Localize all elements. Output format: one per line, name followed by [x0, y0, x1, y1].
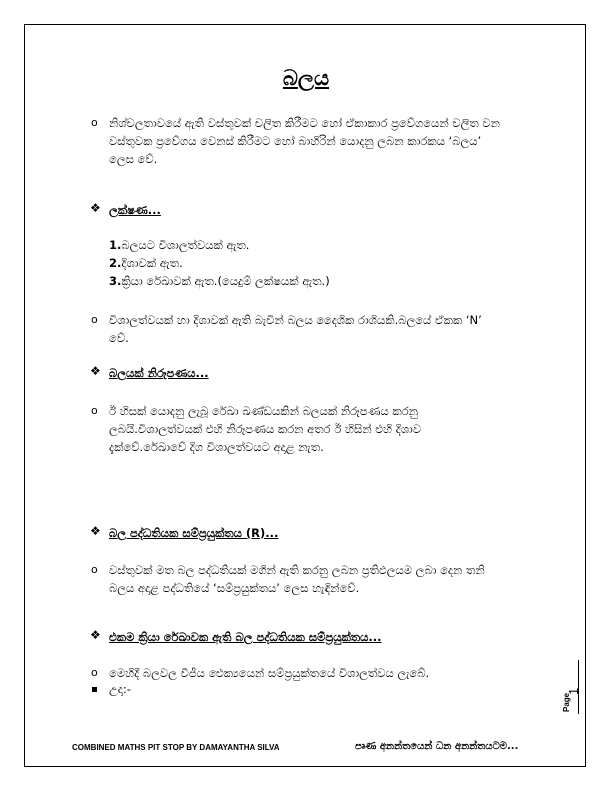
characteristics-heading: ලක්ෂණ...	[109, 203, 161, 217]
example-label: උදා:-	[109, 682, 131, 696]
list-item: 2.දිශාවක් ඇත.	[109, 256, 183, 270]
page-number: 1	[566, 687, 581, 695]
hollow-bullet-icon: o	[91, 666, 98, 679]
resultant-line: වස්තුවක් මත බල පද්ධතියක් මගින් ඇති කරනු ලබන ප්‍රතිඵලයම ලබා දෙන තනි	[109, 563, 485, 577]
list-item: 1.බලයට විශාලත්වයක් ඇත.	[109, 238, 250, 252]
footer-author: COMBINED MATHS PIT STOP BY DAMAYANTHA SILVA	[72, 743, 280, 752]
diamond-bullet-icon: ❖	[90, 364, 101, 378]
characteristics-list	[109, 236, 330, 290]
hollow-bullet-icon: o	[91, 313, 98, 326]
representation-heading: බලයක් නිරූපණය...	[109, 366, 209, 380]
resultant-heading: බල පද්ධතියක සම්ප්‍රයුක්තය (R)...	[109, 526, 279, 540]
representation-line: දැක්වේ.රේඛාවේ දිග විශාලත්වයට අදාළ නැත.	[109, 440, 324, 454]
vector-line: වේ.	[109, 331, 129, 345]
diamond-bullet-icon: ❖	[90, 628, 101, 642]
resultant-paragraph	[109, 561, 485, 597]
intro-line: නිශ්චලතාවයේ ඇති වස්තුවක් චලිත කිරීමට හෝ ඒකාකාර ප්‍රවේගයෙන් චලිත වන	[109, 116, 500, 130]
representation-line: ලබයි.විශාලත්වයක් එහි නිරූපණය කරන අතර ඊ හිසින් එහි දිශාව	[109, 422, 422, 436]
intro-line: ලෙස වේ.	[109, 152, 158, 166]
intro-line: වස්තුවක ප්‍රවේගය වෙනස් කිරීමට හෝ බාහිරින් යොදනු ලබන කාරකය ‘බලය’	[109, 134, 482, 148]
hollow-bullet-icon: o	[91, 404, 98, 417]
representation-paragraph	[109, 402, 421, 456]
same-line-heading: එකම ක්‍රියා රේඛාවක ඇති බල පද්ධතියක සම්ප්‍රයුක්තය...	[109, 630, 382, 644]
footer-tagline: පෘණ අනන්තයෙන් ධන අනන්තයටම...	[355, 741, 519, 752]
representation-line: ඊ හිසක් යොදනු ලැබූ රේඛා ඛණ්ඩයකින් බලයක් නිරූපණය කරනු	[109, 404, 419, 418]
page-label: Page	[562, 692, 571, 712]
square-bullet-icon	[92, 687, 97, 692]
diamond-bullet-icon: ❖	[90, 524, 101, 538]
hollow-bullet-icon: o	[91, 116, 98, 129]
same-line-line: මෙහිදී බලවල වීජීය ඓක්‍යයෙන් සම්ප්‍රයුක්තයේ විශාලත්වය ලැබේ.	[109, 666, 430, 680]
list-item: 3.ක්‍රියා රේඛාවක් ඇත.(යෙදුම් ලක්ෂයක් ඇත.)	[109, 274, 330, 288]
intro-paragraph	[109, 114, 500, 168]
same-line-paragraph	[109, 664, 429, 682]
vector-line: විශාලත්වයක් හා දිශාවක් ඇති බැවින් බලය දෛශික රාශියකි.බලයේ ඒකක ‘N’	[109, 313, 482, 327]
hollow-bullet-icon: o	[91, 563, 98, 576]
page-title: බලය	[282, 66, 330, 90]
diamond-bullet-icon: ❖	[90, 201, 101, 215]
resultant-line: බලය අදාළ පද්ධතියේ ‘සම්ප්‍රයුක්තය’ ලෙස හැඳින්වේ.	[109, 581, 360, 595]
vector-paragraph	[109, 311, 482, 347]
